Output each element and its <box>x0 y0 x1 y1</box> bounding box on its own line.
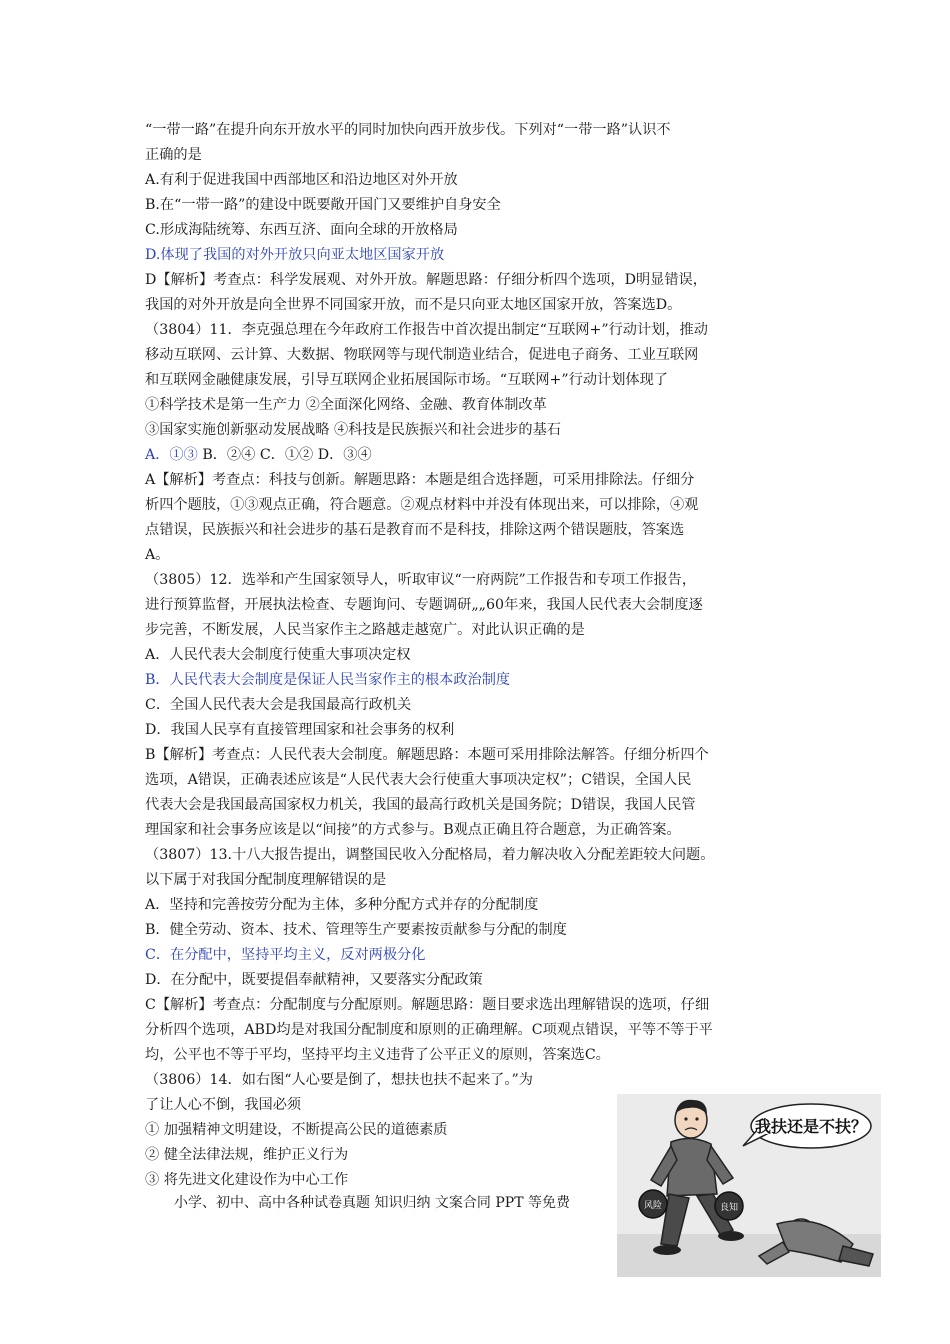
cartoon-image <box>617 1094 881 1277</box>
q13-analysis-line: 均，公平也不等于平均，坚持平均主义违背了公平正义的原则，答案选C。 <box>145 1047 610 1063</box>
q12-analysis-line: 代表大会是我国最高国家权力机关，我国的最高行政机关是国务院；D错误，我国人民管 <box>145 797 696 813</box>
q12-option-c: C．全国人民代表大会是我国最高行政机关 <box>145 697 412 713</box>
q11-stem-line: 移动互联网、云计算、大数据、物联网等与现代制造业结合，促进电子商务、工业互联网 <box>145 347 699 363</box>
q10-analysis-line: D【解析】考查点：科学发展观、对外开放。解题思路：仔细分析四个选项，D明显错误， <box>145 272 707 288</box>
q13-option-a: A．坚持和完善按劳分配为主体，多种分配方式并存的分配制度 <box>145 897 539 913</box>
q12-analysis-line: 理国家和社会事务应该是以“间接”的方式参与。B观点正确且符合题意，为正确答案。 <box>145 822 681 838</box>
footer-note: 小学、初中、高中各种试卷真题 知识归纳 文案合同 PPT 等免费 <box>174 1195 570 1211</box>
svg-text:风险: 风险 <box>643 1201 663 1211</box>
coin-conscience <box>715 1192 743 1220</box>
q10-stem-line: “一带一路”在提升向东开放水平的同时加快向西开放步伐。下列对“一带一路”认识不 <box>145 122 671 138</box>
q13-option-b: B．健全劳动、资本、技术、管理等生产要素按贡献参与分配的制度 <box>145 922 567 938</box>
q14-stem-line: （3806）14．如右图“人心要是倒了，想扶也扶不起来了。”为 <box>145 1072 533 1088</box>
q12-stem-line: 进行预算监督，开展执法检查、专题询问、专题调研„„60年来，我国人民代表大会制度逐 <box>145 597 703 613</box>
q11-other-options: B．②④ C．①② D．③④ <box>197 447 372 463</box>
q10-analysis-line: 我国的对外开放是向全世界不同国家开放，而不是只向亚太地区国家开放，答案选D。 <box>145 297 682 313</box>
q10-option-c: C.形成海陆统筹、东西互济、面向全球的开放格局 <box>145 222 458 238</box>
q13-stem-line: （3807）13.十八大报告提出，调整国民收入分配格局，着力解决收入分配差距较大问题。 <box>145 847 715 863</box>
q13-stem-line: 以下属于对我国分配制度理解错误的是 <box>145 872 387 888</box>
q12-stem-line: 步完善，不断发展，人民当家作主之路越走越宽广。对此认识正确的是 <box>145 622 585 638</box>
q14-item-1: ① 加强精神文明建设，不断提高公民的道德素质 <box>145 1122 448 1138</box>
coin-risk <box>639 1190 667 1218</box>
q10-option-b: B.在“一带一路”的建设中既要敞开国门又要维护自身安全 <box>145 197 501 213</box>
q11-analysis-line: A【解析】考查点：科技与创新。解题思路：本题是组合选择题，可采用排除法。仔细分 <box>145 472 695 488</box>
q11-answer-option: A．①③ <box>145 447 198 463</box>
q11-stem-line: （3804）11．李克强总理在今年政府工作报告中首次提出制定“互联网+”行动计划，推动 <box>145 322 708 338</box>
q14-item-3: ③ 将先进文化建设作为中心工作 <box>145 1172 349 1188</box>
q12-analysis-line: 选项，A错误，正确表述应该是“人民代表大会行使重大事项决定权”；C错误，全国人民 <box>145 772 692 788</box>
q14-stem-line: 了让人心不倒，我国必须 <box>145 1097 302 1113</box>
q13-analysis-line: C【解析】考查点：分配制度与分配原则。解题思路：题目要求选出理解错误的选项，仔细 <box>145 997 710 1013</box>
q11-stem-line: 和互联网金融健康发展，引导互联网企业拓展国际市场。“互联网+”行动计划体现了 <box>145 372 668 388</box>
q12-analysis-line: B【解析】考查点：人民代表大会制度。解题思路：本题可采用排除法解答。仔细分析四个 <box>145 747 709 763</box>
q11-stem-line: ③国家实施创新驱动发展战略 ④科技是民族振兴和社会进步的基石 <box>145 422 561 438</box>
q11-analysis-line: A。 <box>145 547 170 563</box>
q11-analysis-line: 析四个题肢，①③观点正确，符合题意。②观点材料中并没有体现出来，可以排除，④观 <box>145 497 699 513</box>
q11-options <box>145 443 810 468</box>
q10-option-d-answer: D.体现了我国的对外开放只向亚太地区国家开放 <box>145 247 445 263</box>
q10-option-a: A.有利于促进我国中西部地区和沿边地区对外开放 <box>145 172 458 188</box>
q11-stem-line: ①科学技术是第一生产力 ②全面深化网络、金融、教育体制改革 <box>145 397 547 413</box>
q14-item-2: ② 健全法律法规，维护正义行为 <box>145 1147 349 1163</box>
q12-option-d: D．我国人民享有直接管理国家和社会事务的权利 <box>145 722 455 738</box>
q13-option-d: D．在分配中，既要提倡奉献精神，又要落实分配政策 <box>145 972 483 988</box>
q10-stem-line: 正确的是 <box>145 147 202 163</box>
q12-stem-line: （3805）12．选举和产生国家领导人，听取审议“一府两院”工作报告和专项工作报告， <box>145 572 697 588</box>
q12-option-a: A．人民代表大会制度行使重大事项决定权 <box>145 647 411 663</box>
q13-option-c-answer: C．在分配中，坚持平均主义，反对两极分化 <box>145 947 426 963</box>
speech-bubble-text: 我扶还是不扶？ <box>754 1117 868 1136</box>
svg-text:良知: 良知 <box>719 1203 739 1213</box>
q13-analysis-line: 分析四个选项，ABD均是对我国分配制度和原则的正确理解。C项观点错误，平等不等于平 <box>145 1022 713 1038</box>
q12-option-b-answer: B．人民代表大会制度是保证人民当家作主的根本政治制度 <box>145 672 511 688</box>
q11-analysis-line: 点错误，民族振兴和社会进步的基石是教育而不是科技，排除这两个错误题肢，答案选 <box>145 522 685 538</box>
document-body <box>145 118 810 1193</box>
